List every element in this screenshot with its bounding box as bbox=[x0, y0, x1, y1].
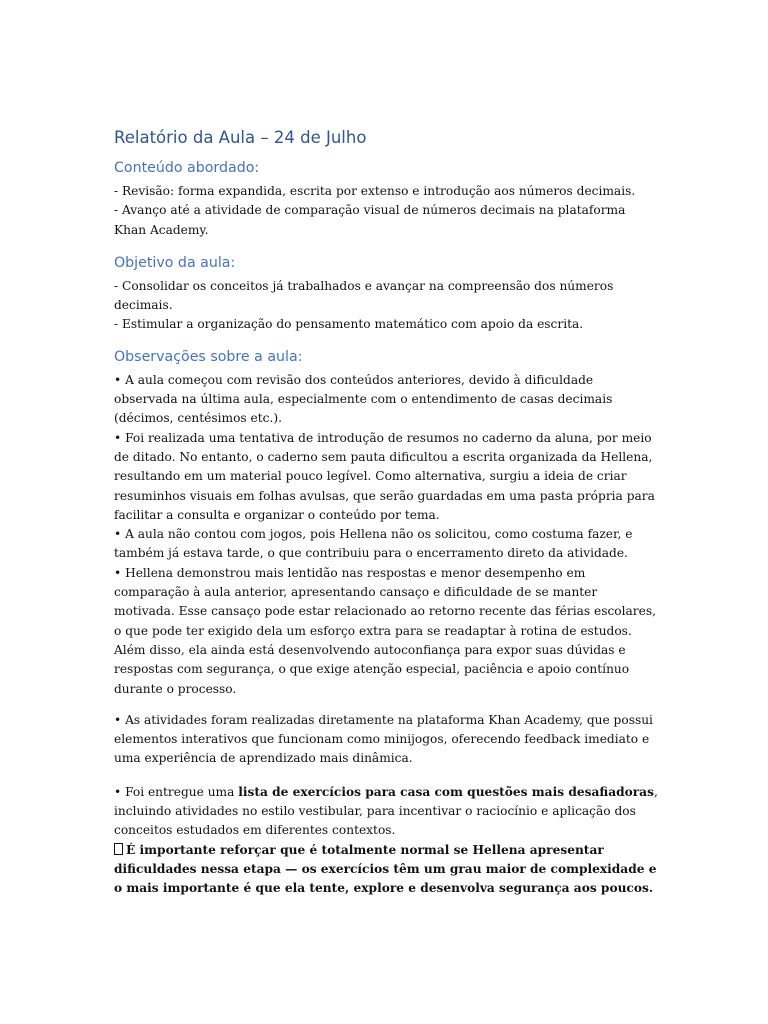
observation-bullet-2: • Foi realizada uma tentativa de introdução de resumos no caderno da aluna, por meio de ditado. No entanto, o caderno sem pauta dificultou a escrita organizada da Hellena, resultando em um material pouco legível. Como alternativa, surgiu a ideia de criar resuminhos visuais em folhas avulsas, que serão guardadas em uma pasta própria para facilitar a consulta e organizar o conteúdo por tema. bbox=[114, 430, 655, 522]
bullet-6-prefix: • Foi entregue uma bbox=[114, 784, 239, 799]
report-title: Relatório da Aula – 24 de Julho bbox=[114, 128, 367, 147]
content-line-1: - Revisão: forma expandida, escrita por extenso e introdução aos números decimais. bbox=[114, 184, 636, 198]
observation-bullet-4: • Hellena demonstrou mais lentidão nas respostas e menor desempenho em comparação à aula anterior, apresentando cansaço e dificuldade de se manter motivada. Esse cansaço pode estar relacionado ao retorno recente das férias escolares, o que pode ter exigido dela um esforço extra para se readaptar à rotina de estudos. Além disso, ela ainda está desenvolvendo autoconfiança para expor suas dúvidas e respostas com segurança, o que exige atenção especial, paciência e apoio contínuo durante o processo. bbox=[114, 565, 656, 696]
observation-bullet-6 bbox=[114, 783, 659, 841]
observation-bullet-5: • As atividades foram realizadas diretamente na plataforma Khan Academy, que possui elementos interativos que funcionam como minijogos, oferecendo feedback imediato e uma experiência de aprendizado mais dinâmica. bbox=[114, 712, 653, 766]
observation-bullet-1: • A aula começou com revisão dos conteúdos anteriores, devido à dificuldade observada na última aula, especialmente com o entendimento de casas decimais (décimos, centésimos etc.). bbox=[114, 372, 613, 426]
important-note bbox=[114, 841, 659, 899]
bullet-6-suffix: , incluindo atividades no estilo vestibular, para incentivar o raciocínio e aplicação dos conceitos estudados em diferentes contextos. bbox=[114, 784, 658, 838]
content-line-2: - Avanço até a atividade de comparação visual de números decimais na plataforma Khan Academy. bbox=[114, 203, 626, 237]
report-document bbox=[114, 118, 659, 899]
content-section-heading: Conteúdo abordado: bbox=[114, 160, 260, 176]
goal-line-1: - Consolidar os conceitos já trabalhados e avançar na compreensão dos números decimais. bbox=[114, 278, 614, 313]
observation-bullet-3: • A aula não contou com jogos, pois Hellena não os solicitou, como costuma fazer, e também já estava tarde, o que contribuiu para o encerramento direto da atividade. bbox=[114, 527, 633, 561]
missing-glyph-icon bbox=[114, 843, 123, 855]
goal-section-heading: Objetivo da aula: bbox=[114, 254, 236, 271]
observations-section-heading: Observações sobre a aula: bbox=[114, 348, 303, 365]
goal-line-2: - Estimular a organização do pensamento matemático com apoio da escrita. bbox=[114, 317, 584, 332]
bullet-6-bold: lista de exercícios para casa com questões mais desafiadoras bbox=[238, 784, 654, 799]
important-note-text: É importante reforçar que é totalmente normal se Hellena apresentar dificuldades nessa etapa — os exercícios têm um grau maior de complexidade e o mais importante é que ela tente, explore e desenvolva segurança aos poucos. bbox=[114, 842, 657, 896]
